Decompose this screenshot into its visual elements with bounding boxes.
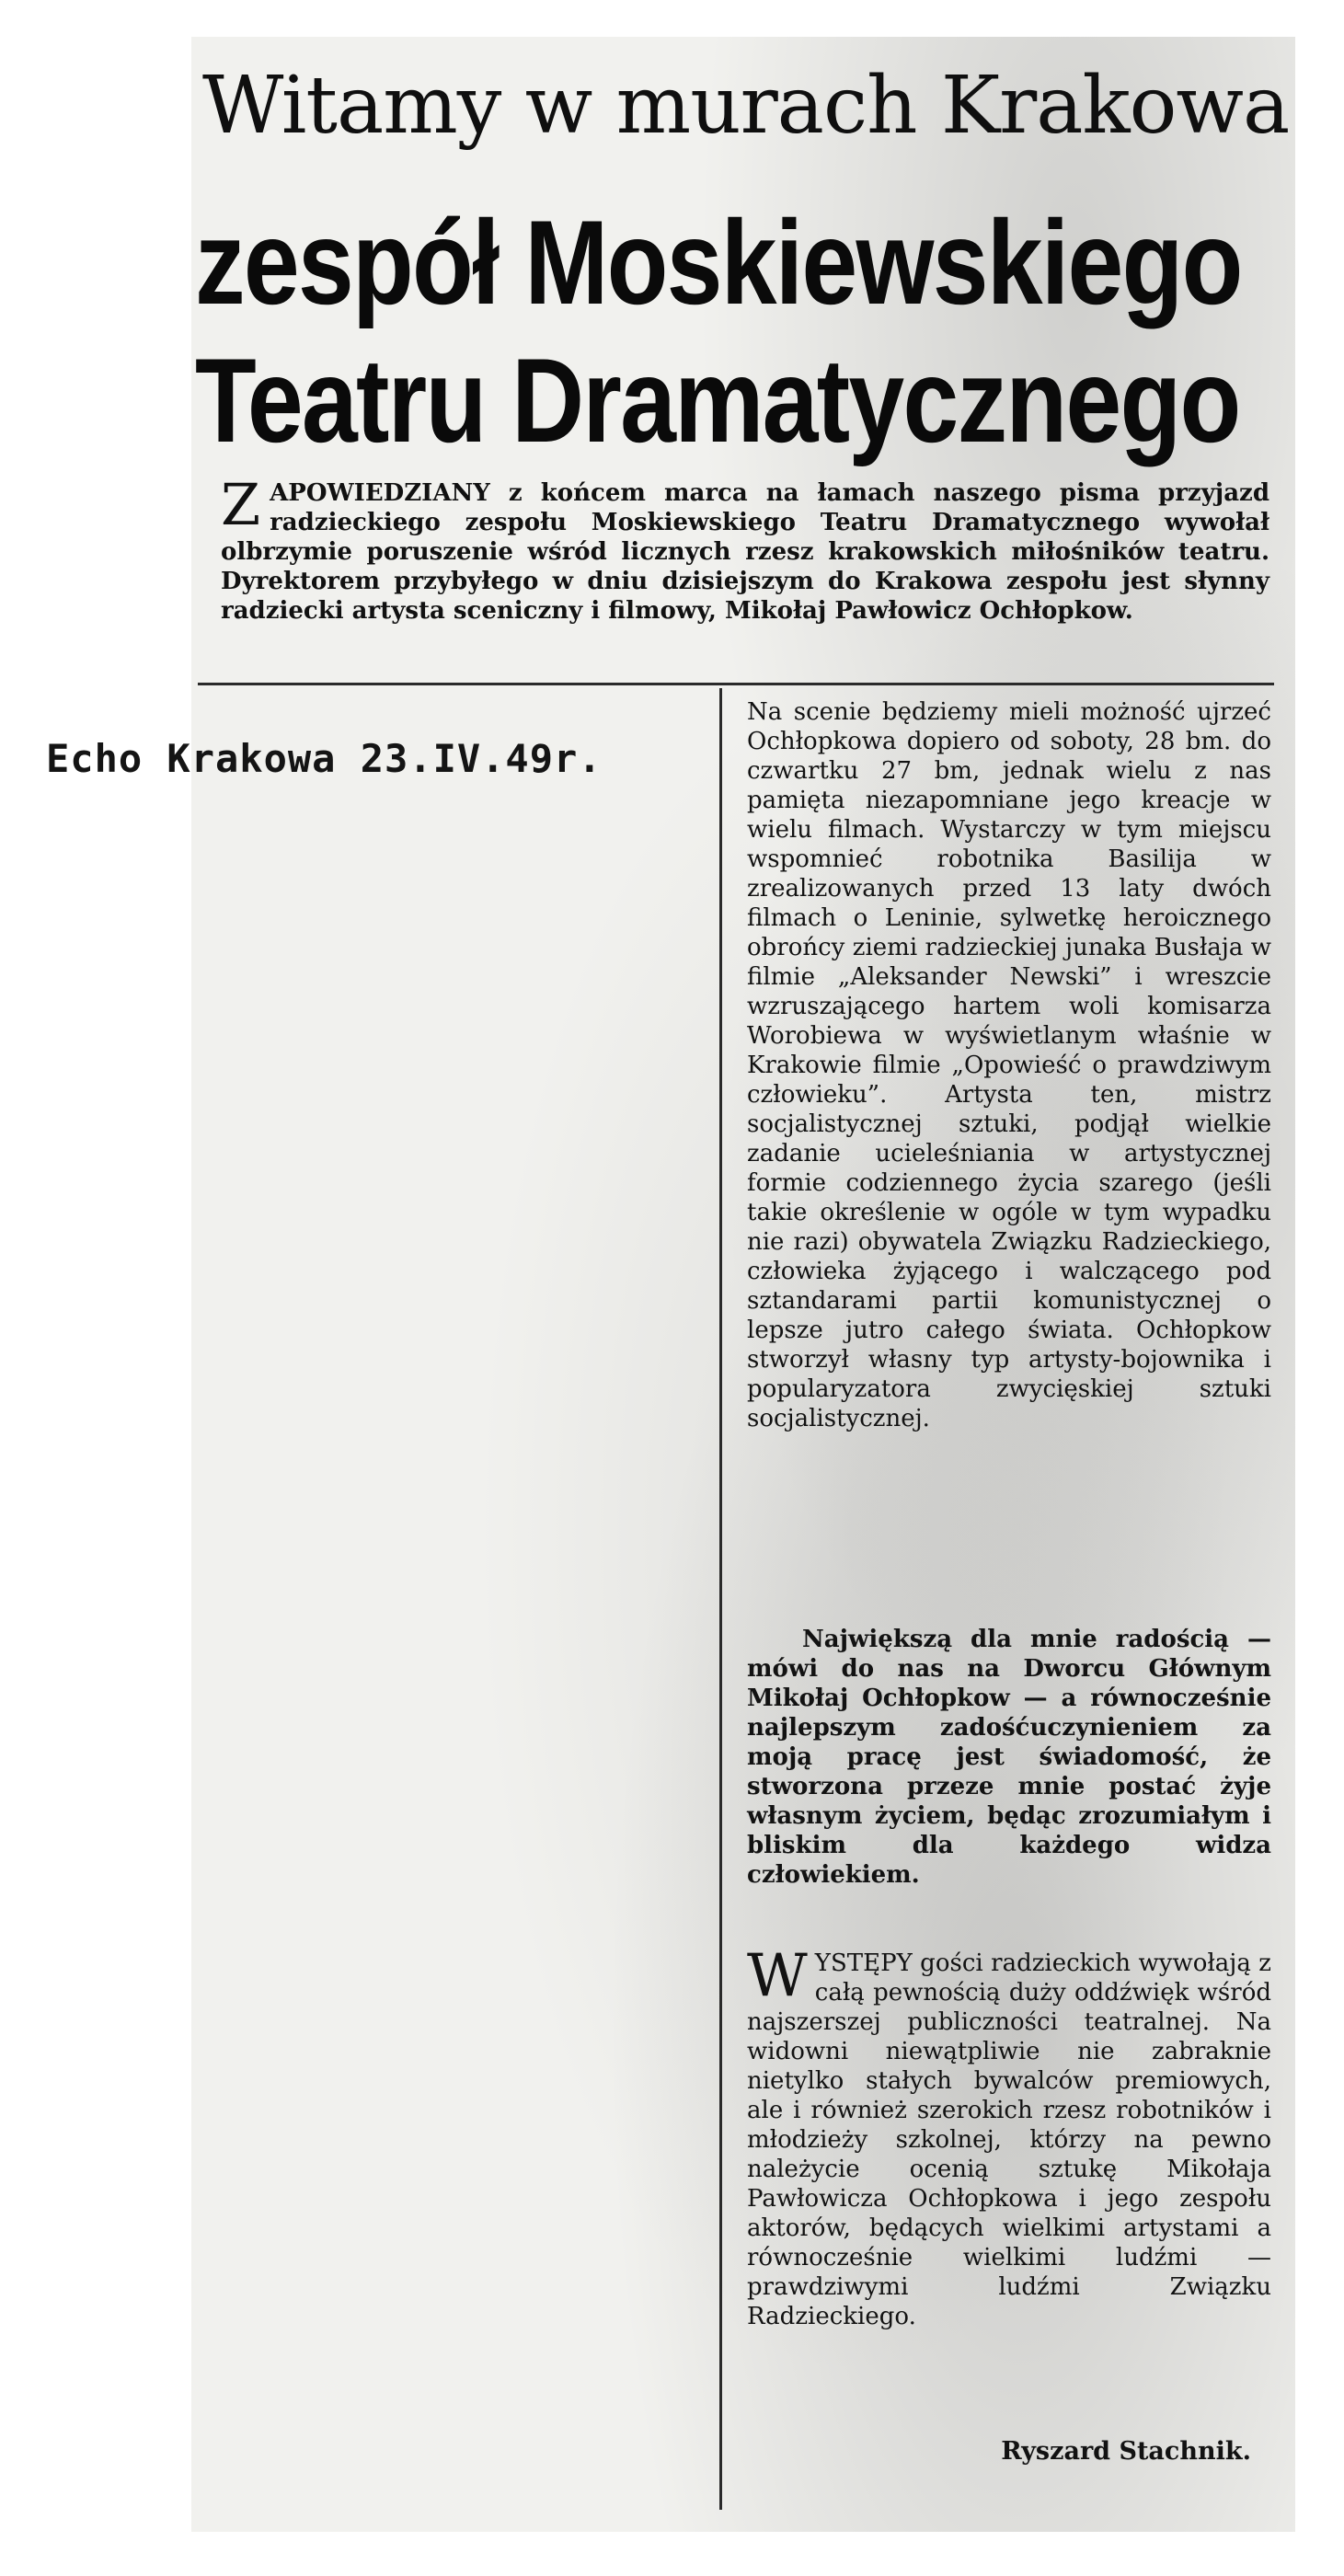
author-signature: Ryszard Stachnik.: [1001, 2437, 1251, 2466]
horizontal-rule: [198, 683, 1274, 685]
paragraph-3-dropcap: W: [747, 1942, 808, 2010]
headline-kicker: Witamy w murach Krakowa: [202, 60, 1290, 152]
body-paragraph-1: Na scenie będziemy mieli możność ujrzeć Ochłopkowa dopiero od soboty, 28 bm. do czwartku 27 bm, jednak wielu z nas pamięta niezapomniane jego kreacje w wielu filmach. Wystarczy w tym miejscu wspomnieć robotnika Basilija w zrealizowanych przed 13 laty dwóch filmach o Leninie, sylwetkę heroicznego obrońcy ziemi radzieckiej junaka Busłaja w filmie „Aleksander Newski” i wreszcie wzruszającego hartem woli komisarza Worobiewa w wyświetlanym właśnie w Krakowie filmie „Opowieść o prawdziwym człowieku”. Artysta ten, mistrz socjalistycznej sztuki, podjął wielkie zadanie ucieleśniania w artystycznej formie codziennego życia szarego (jeśli takie określenie w ogóle w tym wypadku nie razi) obywatela Związku Radzieckiego, człowieka żyjącego i walczącego pod sztandarami partii komunistycznej o lepsze jutro całego świata. Ochłopkow stworzył własny typ artysty-bojownika i popularyzatora zwycięskiej sztuki socjalistycznej.: [747, 698, 1271, 1432]
headline-main-line-2: Teatru Dramatycznego: [195, 333, 1240, 467]
body-paragraph-quote: Największą dla mnie radością — mówi do nas na Dworcu Głównym Mikołaj Ochłopkow — a równocześnie najlepszym zadośćuczynieniem za moją pracę jest świadomość, że stworzona przeze mnie postać żyje własnym życiem, będąc zrozumiałym i bliskim dla każdego widza człowiekiem.: [747, 1626, 1271, 1889]
body-paragraph-3: [747, 1942, 1271, 2331]
headline-main-line-1: zespół Moskiewskiego: [195, 195, 1242, 329]
paragraph-3-text: YSTĘPY gości radzieckich wywołają z całą pewnością duży oddźwięk wśród najszerszej publiczności teatralnej. Na widowni niewątpliwie nie zabraknie nietylko stałych bywalców premiowych, ale i również szerokich rzesz robotników i młodzieży szkolnej, którzy na pewno należycie ocenią sztukę Mikołaja Pawłowicza Ochłopkowa i jego zespołu aktorów, będących wielkimi artystami a równocześnie wielkimi ludźmi — prawdziwymi ludźmi Związku Radzieckiego.: [747, 1949, 1271, 2330]
column-rule: [719, 688, 722, 2510]
lead-dropcap: Z: [221, 471, 261, 538]
source-annotation: Echo Krakowa 23.IV.49r.: [46, 736, 603, 781]
lead-text: APOWIEDZIANY z końcem marca na łamach naszego pisma przyjazd radzieckiego zespołu Moskiewskiego Teatru Dramatycznego wywołał olbrzymie poruszenie wśród licznych rzesz krakowskich miłośników teatru. Dyrektorem przybyłego w dniu dzisiejszym do Krakowa zespołu jest słynny radziecki artysta sceniczny i filmowy, Mikołaj Pawłowicz Ochłopkow.: [221, 479, 1269, 625]
headline-block: [195, 55, 1290, 478]
lead-paragraph: [221, 471, 1269, 626]
